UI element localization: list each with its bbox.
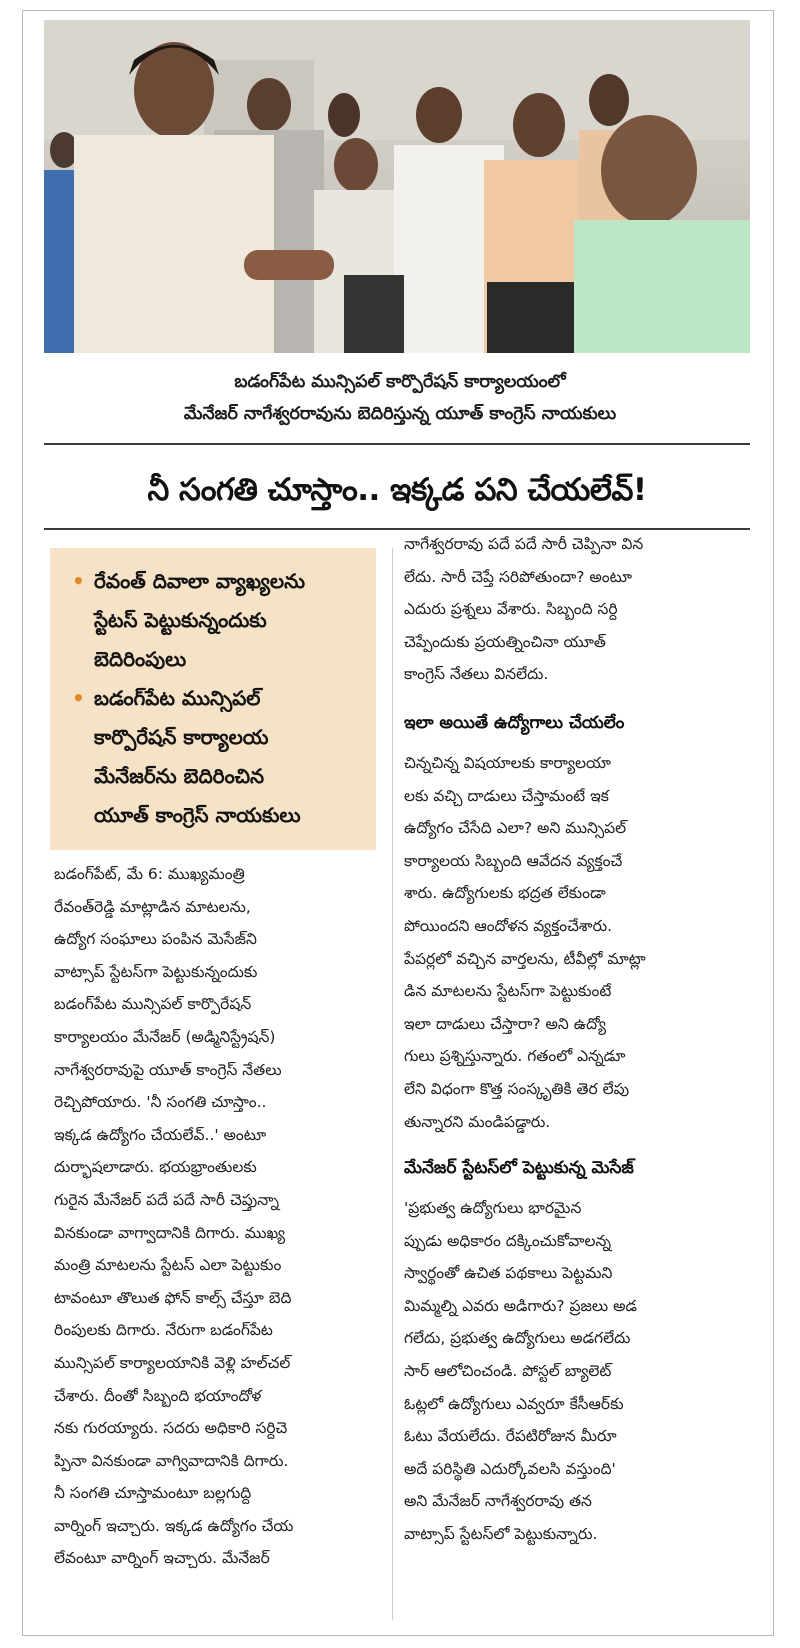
body-line: లేని విధంగా కొత్త సంస్కృతికి తెర లేపు — [404, 1079, 630, 1098]
body-line: డిన మాటలను స్టేటస్‌గా పెట్టుకుంటే — [404, 982, 612, 1001]
body-line: నీ సంగతి చూస్తామంటూ బల్లగుద్ది — [54, 1484, 252, 1503]
caption-line-2: మేనేజర్ నాగేశ్వరరావును బెదిరిస్తున్న యూత్ కాంగ్రెస్ నాయకులు — [183, 404, 617, 424]
body-line: గులు ప్రశ్నిస్తున్నారు. గతంలో ఎన్నడూ — [404, 1047, 626, 1066]
body-line: ఓటు వేయలేదు. రేపటిరోజున మీరూ — [404, 1427, 617, 1446]
body-line: ప్పినా వినకుండా వాగ్వివాదానికి దిగారు. — [54, 1451, 289, 1470]
subheading-2: మేనేజర్ స్టేటస్‌లో పెట్టుకున్న మెసేజ్ — [404, 1158, 634, 1179]
headline: నీ సంగతి చూస్తాం.. ఇక్కడ పని చేయలేవ్! — [147, 472, 647, 508]
body-line: కాంగ్రెస్ నేతలు వినలేదు. — [404, 665, 549, 684]
body-line: ఎదురు ప్రశ్నలు వేశారు. సిబ్బంది సర్ది — [404, 600, 618, 619]
body-line: ఇలా దాడులు చేస్తారా? అని ఉద్యో — [404, 1014, 607, 1033]
right-column — [404, 528, 744, 1551]
body-line: వాట్సాప్ స్టేటస్‌లో పెట్టుకున్నారు. — [404, 1525, 598, 1544]
body-line: గలేదు, ప్రభుత్వ ఉద్యోగులు అడగలేదు — [404, 1329, 631, 1348]
body-line: నకు గురయ్యారు. సదరు అధికారి సర్దిచె — [54, 1419, 288, 1438]
body-line: సార్ ఆలోచించండి. పోస్టల్ బ్యాలెట్ — [404, 1362, 612, 1381]
body-line: గురైన మేనేజర్ పదే పదే సారీ చెప్తున్నా — [54, 1190, 280, 1209]
news-photo — [44, 20, 750, 353]
body-line: రింపులకు దిగారు. నేరుగా బడంగ్‌పేట — [54, 1321, 273, 1340]
body-line: పేపర్లలో వచ్చిన వార్తలను, టీవీల్లో మాట్లా — [404, 949, 646, 968]
body-line: అని మేనేజర్ నాగేశ్వరరావు తన — [404, 1492, 592, 1511]
body-line: బడంగ్‌పేట్, మే 6: ముఖ్యమంత్రి — [54, 865, 245, 883]
body-line: 'ప్రభుత్వ ఉద్యోగులు భారమైన — [404, 1199, 582, 1218]
body-line: ప్పుడు అధికారం దక్కించుకోవాలన్న — [404, 1231, 611, 1250]
body-line: టావంటూ తొలుత ఫోన్ కాల్స్ చేస్తూ బెది — [54, 1288, 292, 1307]
body-line: రెచ్చిపోయారు. 'నీ సంగతి చూస్తాం.. — [54, 1093, 267, 1112]
caption-line-1: బడంగ్‌పేట మున్సిపల్ కార్పొరేషన్ కార్యాలయంలో — [234, 372, 566, 392]
body-line: వార్నింగ్ ఇచ్చారు. ఇక్కడ ఉద్యోగం చేయ — [54, 1516, 294, 1535]
highlight-line: స్టేటస్ పెట్టుకున్నందుకు — [94, 608, 267, 632]
body-line: కార్యాలయం మేనేజర్ (అడ్మినిస్ట్రేషన్) — [54, 1027, 276, 1046]
column-divider — [392, 548, 393, 1620]
highlight-item-1 — [72, 562, 362, 679]
highlight-item-2 — [72, 679, 362, 835]
top-divider — [44, 443, 750, 445]
body-line: పోయిందని ఆందోళన వ్యక్తంచేశారు. — [404, 916, 613, 935]
left-column — [54, 858, 380, 1575]
body-line: తున్నారని మండిపడ్డారు. — [404, 1112, 551, 1131]
highlight-line: యూత్ కాంగ్రెస్ నాయకులు — [94, 803, 301, 827]
body-line: నాగేశ్వరరావుపై యూత్ కాంగ్రెస్ నేతలు — [54, 1060, 282, 1079]
body-line: ఓట్లలో ఉద్యోగులు ఎవ్వరూ కేసీఆర్‌కు — [404, 1394, 624, 1413]
body-line: లకు వచ్చి దాడులు చేస్తామంటే ఇక — [404, 786, 609, 805]
highlights-box — [50, 548, 376, 850]
highlight-line: కార్పొరేషన్ కార్యాలయ — [94, 725, 269, 749]
highlight-line: బెదిరింపులు — [94, 647, 187, 671]
body-line: మిమ్మల్ని ఎవరు అడిగారు? ప్రజలు అడ — [404, 1296, 637, 1315]
body-line: మున్సిపల్ కార్యాలయానికి వెళ్లి హల్‌చల్ — [54, 1353, 291, 1372]
body-line: లేదు. సారీ చెప్తే సరిపోతుందా? అంటూ — [404, 567, 632, 586]
highlight-line: మేనేజర్‌ను బెదిరించిన — [94, 764, 265, 788]
body-line: చిన్నచిన్న విషయాలకు కార్యాలయా — [404, 753, 611, 772]
body-line: ఇక్కడ ఉద్యోగం చేయలేవ్..' అంటూ — [54, 1125, 267, 1144]
photo-caption — [60, 366, 740, 430]
body-line: అదే పరిస్థితి ఎదుర్కోవలసి వస్తుంది' — [404, 1459, 616, 1478]
subheading-1: ఇలా అయితే ఉద్యోగాలు చేయలేం — [404, 712, 625, 733]
body-line: వాట్సాప్ స్టేటస్‌గా పెట్టుకున్నందుకు — [54, 962, 258, 981]
body-line: బడంగ్‌పేట మున్సిపల్ కార్పొరేషన్ — [54, 995, 252, 1014]
body-line: దుర్భాషలాడారు. భయభ్రాంతులకు — [54, 1158, 257, 1177]
body-line: స్వార్థంతో ఉచిత పథకాలు పెట్టమని — [404, 1264, 613, 1283]
body-line: ఉద్యోగ సంఘాలు పంపిన మెసేజ్‌ని — [54, 930, 257, 949]
body-line: రేవంత్‌రెడ్డి మాట్లాడిన మాటలను, — [54, 897, 251, 916]
body-line: చేశారు. దీంతో సిబ్బంది భయాందోళ — [54, 1386, 262, 1405]
body-line: మంత్రి మాటలను స్టేటస్ ఎలా పెట్టుకుం — [54, 1256, 282, 1275]
body-line: చెప్పేందుకు ప్రయత్నించినా యూత్ — [404, 632, 606, 651]
highlight-line: • రేవంత్ దివాలా వ్యాఖ్యలను — [94, 569, 306, 593]
body-line: నాగేశ్వరరావు పదే పదే సారీ చెప్పినా విన — [404, 535, 644, 553]
body-line: కార్యాలయ సిబ్బంది ఆవేదన వ్యక్తంచే — [404, 851, 623, 870]
body-line: లేవంటూ వార్నింగ్ ఇచ్చారు. మేనేజర్ — [54, 1549, 270, 1568]
body-line: వినకుండా వాగ్వాదానికి దిగారు. ముఖ్య — [54, 1223, 286, 1242]
body-line: ఉద్యోగం చేసేది ఎలా? అని మున్సిపల్ — [404, 819, 627, 838]
highlight-line: • బడంగ్‌పేట మున్సిపల్ — [94, 686, 261, 710]
body-line: శారు. ఉద్యోగులకు భద్రత లేకుండా — [404, 884, 606, 903]
